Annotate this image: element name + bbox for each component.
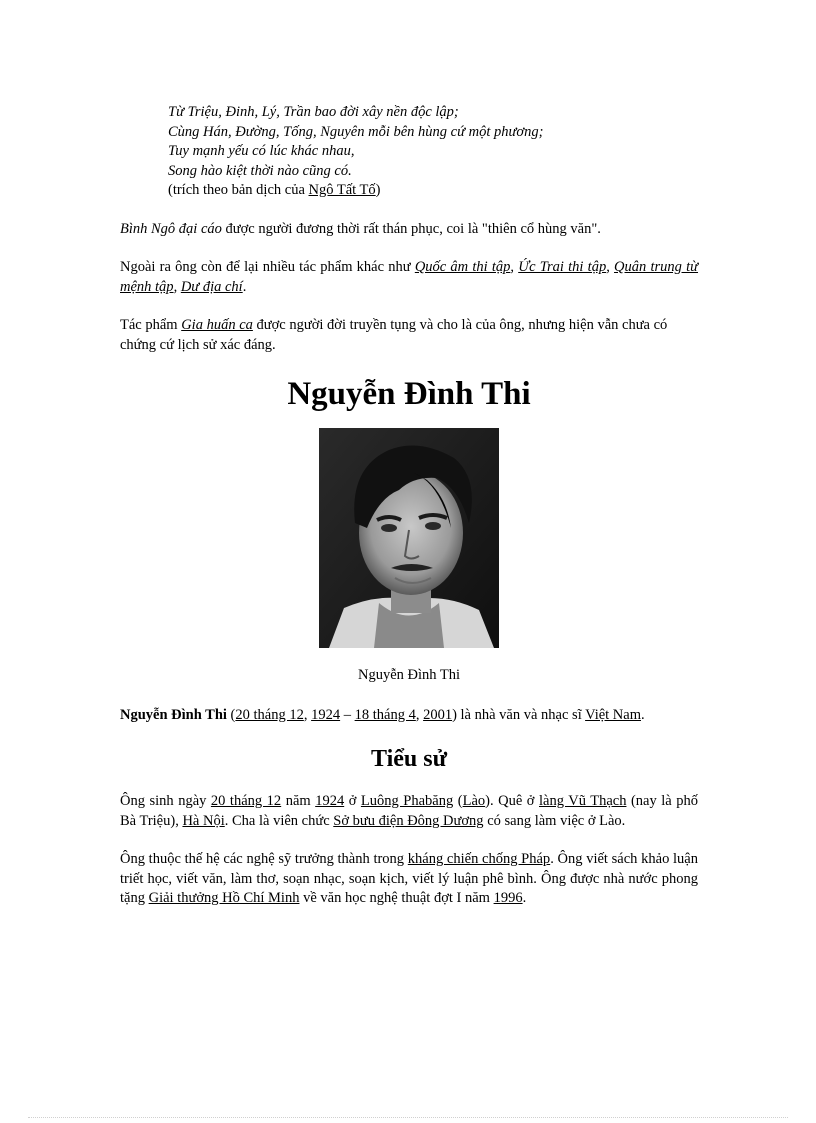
poem-line: Từ Triệu, Đinh, Lý, Trần bao đời xây nền độc lập; [168,104,459,120]
paragraph-text: Ông thuộc thế hệ các nghệ sỹ trưởng thành trong [120,851,408,867]
link-death-year[interactable]: 2001 [423,706,453,723]
section-heading-biography: Tiểu sử [371,746,447,772]
dash: – [340,706,355,723]
period: . [242,278,247,295]
paragraph-bio-1 [120,792,698,831]
paragraph-text: về văn học nghệ thuật đợt I năm [299,890,494,906]
paragraph-text: được người đương thời rất thán phục, coi là "thiên cổ hùng văn". [221,220,601,237]
paragraph-text: ( [453,793,463,809]
paren-open: ( [226,706,236,723]
link-death-date[interactable]: 18 tháng 4 [354,706,416,723]
paragraph-other-works [120,258,698,297]
paragraph-intro [120,706,698,726]
citation-text: (trích theo bản dịch của [168,182,309,198]
link-ngo-tat-to[interactable]: Ngô Tất Tố [308,182,376,198]
link-birth-year[interactable]: 1924 [315,793,345,809]
link-lang-vu-thach[interactable]: làng Vũ Thạch [539,793,627,809]
link-luang-prabang[interactable]: Luông Phabăng [360,793,454,809]
paragraph-bio-2 [120,850,698,909]
link-birth-date[interactable]: 20 tháng 12 [235,706,304,723]
work-title-binh-ngo: Bình Ngô đại cáo [120,220,222,237]
link-khang-chien[interactable]: kháng chiến chống Pháp [407,851,551,867]
period: . [641,706,645,723]
link-ha-noi[interactable]: Hà Nội [182,812,225,829]
citation-close: ) [375,182,381,198]
separator: , [510,259,519,275]
link-quoc-am-thi-tap[interactable]: Quốc âm thi tập [414,259,511,275]
poem-block [168,103,698,201]
portrait-image [319,428,499,648]
portrait-caption: Nguyễn Đình Thi [357,667,461,683]
link-du-dia-chi[interactable]: Dư địa chí [180,278,243,295]
document-page [120,103,698,928]
paragraph-text: ). Quê ở [485,793,539,809]
paragraph-binh-ngo [120,220,698,240]
link-birth-year[interactable]: 1924 [311,706,341,723]
paragraph-text: Tác phẩm [120,317,182,333]
link-gia-huan-ca[interactable]: Gia huấn ca [181,317,253,333]
poem-line: Cùng Hán, Đường, Tống, Nguyên mỗi bên hùng cứ một phương; [168,123,544,140]
link-viet-nam[interactable]: Việt Nam [585,706,641,723]
page-bottom-rule [28,1117,788,1118]
portrait-photo [319,428,499,648]
poem-line: Song hào kiệt thời nào cũng có. [168,162,352,179]
paragraph-text: Ngoài ra ông còn để lại nhiều tác phẩm khác như [120,259,415,275]
paragraph-text: Ông sinh ngày [120,793,211,809]
separator: , [173,278,181,295]
paragraph-text: ở [344,793,361,809]
link-giai-thuong-hcm[interactable]: Giải thưởng Hồ Chí Minh [148,890,300,906]
paragraph-text: được người đời truyền tụng và cho là của ông, nhưng hiện vẫn chưa có chứng cứ lịch sử xác đáng. [120,317,668,353]
poem-line: Tuy mạnh yếu có lúc khác nhau, [168,143,355,159]
paragraph-gia-huan-ca [120,316,698,355]
paragraph-text: (nay là phố Bà Triệu), [120,793,699,829]
paragraph-text: . Cha là viên chức [224,812,334,829]
paragraph-text: . Ông viết sách khảo luận triết học, viết văn, làm thơ, soạn nhạc, soạn kịch, viết lý luận phê bình. Ông được nhà nước phong tặng [120,851,698,906]
paragraph-text: năm [281,793,316,809]
separator: , [606,259,615,275]
period: . [522,890,527,906]
paragraph-text: có sang làm việc ở Lào. [483,812,626,829]
link-so-buu-dien[interactable]: Sở bưu điện Đông Dương [333,812,484,829]
separator: , [415,706,424,723]
link-year-1996[interactable]: 1996 [493,890,523,906]
person-name: Nguyễn Đình Thi [120,706,227,723]
separator: , [303,706,312,723]
link-lao[interactable]: Lào [462,793,486,809]
page-title: Nguyễn Đình Thi [287,376,531,412]
paragraph-text: ) là nhà văn và nhạc sĩ [452,706,586,723]
link-uc-trai-thi-tap[interactable]: Ức Trai thi tập [518,259,607,275]
poem-citation [168,181,698,201]
link-quan-trung-tu-menh-tap[interactable]: Quân trung từ mệnh tập [120,259,699,295]
link-birth-date[interactable]: 20 tháng 12 [210,793,282,809]
